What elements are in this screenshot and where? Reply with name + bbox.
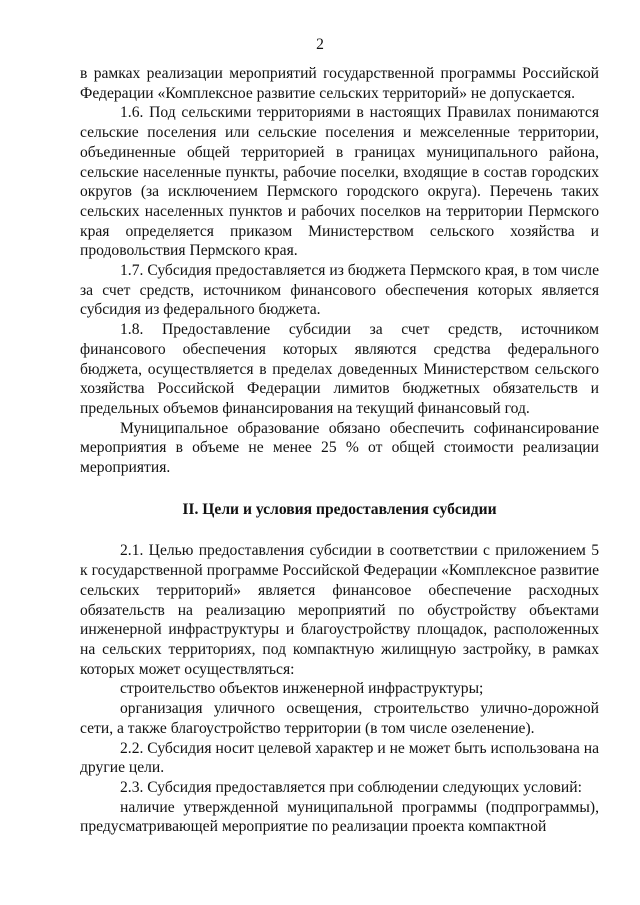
page-number: 2 <box>316 36 324 53</box>
section-heading: II. Цели и условия предоставления субсидии <box>182 500 497 518</box>
paragraph-2-1: 2.1. Целью предоставления субсидии в соответствии с приложением 5 к государственной программе Российской Федерации «Комплексное развитие сельских территорий» является финансовое обеспечение расходных обязательств на реализацию мероприятий по обустройству объектами инженерной инфраструктуры и благоустройству площадок, расположенных на сельских территориях, под компактную жилищную застройку, в рамках которых может осуществляться: <box>80 542 599 678</box>
paragraph-2-3: 2.3. Субсидия предоставляется при соблюдении следующих условий: <box>120 778 582 796</box>
paragraph-2-2: 2.2. Субсидия носит целевой характер и не может быть использована на другие цели. <box>80 739 599 777</box>
list-item-lighting: организация уличного освещения, строительство улично-дорожной сети, а также благоустройство территории (в том числе озеленение). <box>80 700 599 737</box>
document-body <box>80 64 599 837</box>
paragraph-1-6: 1.6. Под сельскими территориями в настоящих Правилах понимаются сельские поселения или сельские поселения и межселенные территории, объединенные общей территорией в границах муниципального района, сельские населенные пункты, рабочие поселки, входящие в состав городских округов (за исключением Пермского городского округа). Перечень таких сельских населенных пунктов и рабочих поселков на территории Пермского края определяется приказом Министерством сельского хозяйства и продовольствия Пермского края. <box>80 104 599 260</box>
list-item-program: наличие утвержденной муниципальной программы (подпрограммы), предусматривающей мероприятие по реализации проекта компактной <box>80 798 599 836</box>
paragraph-cofinancing: Муниципальное образование обязано обеспечить софинансирование мероприятия в объеме не менее 25 % от общей стоимости реализации мероприятия. <box>80 419 599 477</box>
list-item-engineering: строительство объектов инженерной инфраструктуры; <box>120 680 484 698</box>
paragraph-1-8: 1.8. Предоставление субсидии за счет средств, источником финансового обеспечения которых являются средства федерального бюджета, осуществляется в пределах доведенных Министерством сельского хозяйства Российской Федерации лимитов бюджетных обязательств и предельных объемов финансирования на текущий финансовый год. <box>80 321 599 417</box>
paragraph-continuation: в рамках реализации мероприятий государственной программы Российской Федерации «Комплексное развитие сельских территорий» не допускается. <box>80 65 599 102</box>
paragraph-1-7: 1.7. Субсидия предоставляется из бюджета Пермского края, в том числе за счет средств, источником финансового обеспечения которых является субсидия из федерального бюджета. <box>80 262 599 319</box>
